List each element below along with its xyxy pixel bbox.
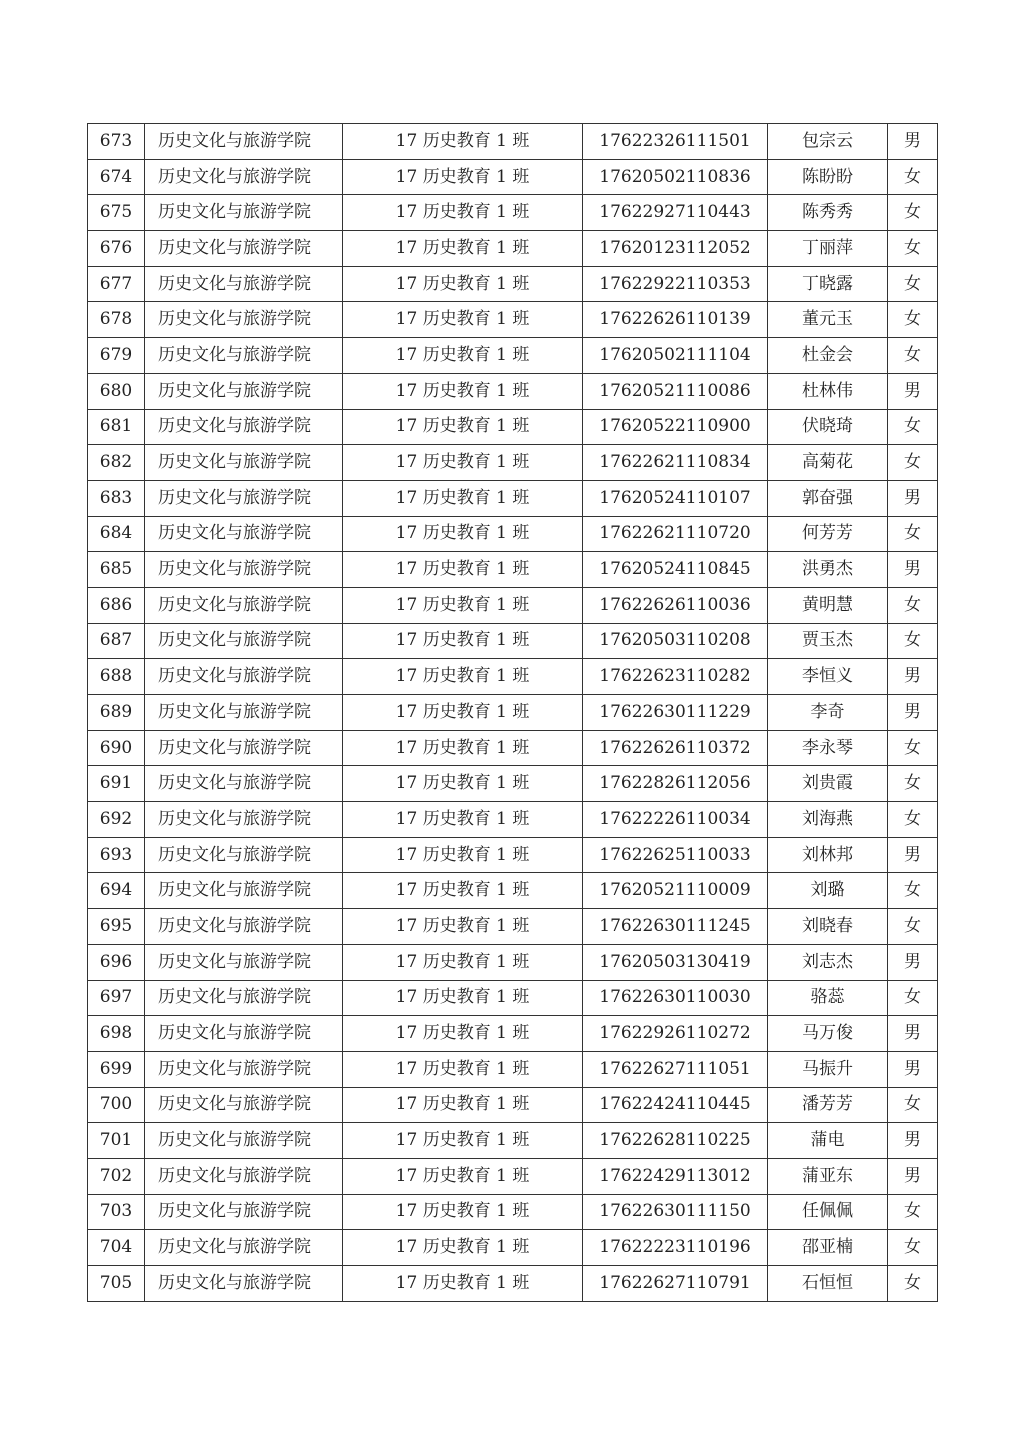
class-cell: 17 历史教育 1 班 xyxy=(343,1051,583,1087)
row-number-cell: 704 xyxy=(88,1230,145,1266)
student-name-cell: 陈秀秀 xyxy=(768,195,888,231)
table-row xyxy=(88,373,938,409)
row-number-cell: 696 xyxy=(88,944,145,980)
student-name-cell: 丁晓露 xyxy=(768,266,888,302)
college-cell: 历史文化与旅游学院 xyxy=(145,1016,343,1052)
table-row xyxy=(88,231,938,267)
college-cell: 历史文化与旅游学院 xyxy=(145,552,343,588)
student-id-cell: 17622626110139 xyxy=(583,302,768,338)
college-cell: 历史文化与旅游学院 xyxy=(145,909,343,945)
student-name-cell: 杜林伟 xyxy=(768,373,888,409)
student-name-cell: 马振升 xyxy=(768,1051,888,1087)
gender-cell: 男 xyxy=(888,837,938,873)
table-row xyxy=(88,802,938,838)
table-row xyxy=(88,587,938,623)
student-id-cell: 17622226110034 xyxy=(583,802,768,838)
student-name-cell: 刘璐 xyxy=(768,873,888,909)
table-row xyxy=(88,695,938,731)
table-row xyxy=(88,1123,938,1159)
college-cell: 历史文化与旅游学院 xyxy=(145,159,343,195)
class-cell: 17 历史教育 1 班 xyxy=(343,1158,583,1194)
table-row xyxy=(88,338,938,374)
row-number-cell: 680 xyxy=(88,373,145,409)
gender-cell: 女 xyxy=(888,516,938,552)
row-number-cell: 675 xyxy=(88,195,145,231)
gender-cell: 男 xyxy=(888,659,938,695)
table-row xyxy=(88,873,938,909)
student-id-cell: 17622628110225 xyxy=(583,1123,768,1159)
gender-cell: 女 xyxy=(888,195,938,231)
row-number-cell: 684 xyxy=(88,516,145,552)
class-cell: 17 历史教育 1 班 xyxy=(343,266,583,302)
table-row xyxy=(88,623,938,659)
class-cell: 17 历史教育 1 班 xyxy=(343,1266,583,1302)
student-name-cell: 何芳芳 xyxy=(768,516,888,552)
class-cell: 17 历史教育 1 班 xyxy=(343,766,583,802)
class-cell: 17 历史教育 1 班 xyxy=(343,730,583,766)
college-cell: 历史文化与旅游学院 xyxy=(145,1194,343,1230)
gender-cell: 男 xyxy=(888,124,938,160)
student-id-cell: 17620503110208 xyxy=(583,623,768,659)
student-name-cell: 蒲亚东 xyxy=(768,1158,888,1194)
class-cell: 17 历史教育 1 班 xyxy=(343,373,583,409)
student-name-cell: 高菊花 xyxy=(768,445,888,481)
student-id-cell: 17620503130419 xyxy=(583,944,768,980)
student-name-cell: 陈盼盼 xyxy=(768,159,888,195)
student-name-cell: 刘贵霞 xyxy=(768,766,888,802)
college-cell: 历史文化与旅游学院 xyxy=(145,338,343,374)
gender-cell: 男 xyxy=(888,695,938,731)
student-id-cell: 17620524110107 xyxy=(583,480,768,516)
gender-cell: 男 xyxy=(888,1123,938,1159)
student-id-cell: 17622626110372 xyxy=(583,730,768,766)
table-row xyxy=(88,837,938,873)
gender-cell: 女 xyxy=(888,1230,938,1266)
gender-cell: 女 xyxy=(888,909,938,945)
student-name-cell: 蒲电 xyxy=(768,1123,888,1159)
student-id-cell: 17622429113012 xyxy=(583,1158,768,1194)
class-cell: 17 历史教育 1 班 xyxy=(343,587,583,623)
table-row xyxy=(88,944,938,980)
table-row xyxy=(88,195,938,231)
class-cell: 17 历史教育 1 班 xyxy=(343,195,583,231)
gender-cell: 女 xyxy=(888,1087,938,1123)
gender-cell: 女 xyxy=(888,302,938,338)
table-row xyxy=(88,1051,938,1087)
student-id-cell: 17622926110272 xyxy=(583,1016,768,1052)
college-cell: 历史文化与旅游学院 xyxy=(145,873,343,909)
college-cell: 历史文化与旅游学院 xyxy=(145,1266,343,1302)
student-name-cell: 邵亚楠 xyxy=(768,1230,888,1266)
table-row xyxy=(88,480,938,516)
student-name-cell: 郭奋强 xyxy=(768,480,888,516)
student-name-cell: 刘海燕 xyxy=(768,802,888,838)
student-id-cell: 17622927110443 xyxy=(583,195,768,231)
table-row xyxy=(88,980,938,1016)
class-cell: 17 历史教育 1 班 xyxy=(343,659,583,695)
table-row xyxy=(88,124,938,160)
student-name-cell: 董元玉 xyxy=(768,302,888,338)
college-cell: 历史文化与旅游学院 xyxy=(145,231,343,267)
row-number-cell: 683 xyxy=(88,480,145,516)
student-id-cell: 17622623110282 xyxy=(583,659,768,695)
student-id-cell: 17622630111245 xyxy=(583,909,768,945)
table-row xyxy=(88,659,938,695)
row-number-cell: 682 xyxy=(88,445,145,481)
college-cell: 历史文化与旅游学院 xyxy=(145,409,343,445)
gender-cell: 女 xyxy=(888,980,938,1016)
class-cell: 17 历史教育 1 班 xyxy=(343,623,583,659)
table-row xyxy=(88,1266,938,1302)
row-number-cell: 692 xyxy=(88,802,145,838)
table-row xyxy=(88,909,938,945)
row-number-cell: 701 xyxy=(88,1123,145,1159)
gender-cell: 男 xyxy=(888,552,938,588)
gender-cell: 女 xyxy=(888,266,938,302)
college-cell: 历史文化与旅游学院 xyxy=(145,1051,343,1087)
class-cell: 17 历史教育 1 班 xyxy=(343,944,583,980)
table-row xyxy=(88,1158,938,1194)
table-row xyxy=(88,1087,938,1123)
student-id-cell: 17620522110900 xyxy=(583,409,768,445)
row-number-cell: 689 xyxy=(88,695,145,731)
student-name-cell: 杜金会 xyxy=(768,338,888,374)
gender-cell: 男 xyxy=(888,480,938,516)
college-cell: 历史文化与旅游学院 xyxy=(145,124,343,160)
student-id-cell: 17622621110720 xyxy=(583,516,768,552)
student-id-cell: 17622630111150 xyxy=(583,1194,768,1230)
student-name-cell: 伏晓琦 xyxy=(768,409,888,445)
table-row xyxy=(88,445,938,481)
college-cell: 历史文化与旅游学院 xyxy=(145,623,343,659)
row-number-cell: 693 xyxy=(88,837,145,873)
row-number-cell: 678 xyxy=(88,302,145,338)
gender-cell: 男 xyxy=(888,1016,938,1052)
table-row xyxy=(88,409,938,445)
student-id-cell: 17620521110009 xyxy=(583,873,768,909)
student-name-cell: 贾玉杰 xyxy=(768,623,888,659)
college-cell: 历史文化与旅游学院 xyxy=(145,730,343,766)
table-row xyxy=(88,266,938,302)
roster-body xyxy=(88,124,938,1302)
gender-cell: 男 xyxy=(888,1158,938,1194)
class-cell: 17 历史教育 1 班 xyxy=(343,873,583,909)
row-number-cell: 685 xyxy=(88,552,145,588)
row-number-cell: 686 xyxy=(88,587,145,623)
class-cell: 17 历史教育 1 班 xyxy=(343,302,583,338)
row-number-cell: 679 xyxy=(88,338,145,374)
student-name-cell: 李奇 xyxy=(768,695,888,731)
college-cell: 历史文化与旅游学院 xyxy=(145,695,343,731)
college-cell: 历史文化与旅游学院 xyxy=(145,980,343,1016)
college-cell: 历史文化与旅游学院 xyxy=(145,516,343,552)
student-name-cell: 任佩佩 xyxy=(768,1194,888,1230)
gender-cell: 女 xyxy=(888,159,938,195)
college-cell: 历史文化与旅游学院 xyxy=(145,944,343,980)
table-row xyxy=(88,302,938,338)
student-name-cell: 丁丽萍 xyxy=(768,231,888,267)
student-id-cell: 17620524110845 xyxy=(583,552,768,588)
student-id-cell: 17622621110834 xyxy=(583,445,768,481)
row-number-cell: 705 xyxy=(88,1266,145,1302)
class-cell: 17 历史教育 1 班 xyxy=(343,231,583,267)
student-id-cell: 17620502110836 xyxy=(583,159,768,195)
student-id-cell: 17622424110445 xyxy=(583,1087,768,1123)
row-number-cell: 673 xyxy=(88,124,145,160)
college-cell: 历史文化与旅游学院 xyxy=(145,1087,343,1123)
class-cell: 17 历史教育 1 班 xyxy=(343,1016,583,1052)
gender-cell: 男 xyxy=(888,373,938,409)
table-row xyxy=(88,516,938,552)
class-cell: 17 历史教育 1 班 xyxy=(343,409,583,445)
gender-cell: 女 xyxy=(888,873,938,909)
table-row xyxy=(88,159,938,195)
gender-cell: 女 xyxy=(888,409,938,445)
gender-cell: 女 xyxy=(888,231,938,267)
student-name-cell: 骆蕊 xyxy=(768,980,888,1016)
gender-cell: 女 xyxy=(888,445,938,481)
college-cell: 历史文化与旅游学院 xyxy=(145,837,343,873)
student-name-cell: 石恒恒 xyxy=(768,1266,888,1302)
student-id-cell: 17622627110791 xyxy=(583,1266,768,1302)
class-cell: 17 历史教育 1 班 xyxy=(343,980,583,1016)
row-number-cell: 699 xyxy=(88,1051,145,1087)
class-cell: 17 历史教育 1 班 xyxy=(343,124,583,160)
table-row xyxy=(88,1194,938,1230)
table-row xyxy=(88,1016,938,1052)
gender-cell: 女 xyxy=(888,1266,938,1302)
student-id-cell: 17622630111229 xyxy=(583,695,768,731)
table-row xyxy=(88,766,938,802)
student-name-cell: 黄明慧 xyxy=(768,587,888,623)
student-name-cell: 潘芳芳 xyxy=(768,1087,888,1123)
row-number-cell: 691 xyxy=(88,766,145,802)
table-row xyxy=(88,1230,938,1266)
student-roster-table xyxy=(87,123,938,1302)
row-number-cell: 695 xyxy=(88,909,145,945)
gender-cell: 女 xyxy=(888,587,938,623)
college-cell: 历史文化与旅游学院 xyxy=(145,587,343,623)
gender-cell: 女 xyxy=(888,766,938,802)
class-cell: 17 历史教育 1 班 xyxy=(343,1230,583,1266)
row-number-cell: 674 xyxy=(88,159,145,195)
class-cell: 17 历史教育 1 班 xyxy=(343,445,583,481)
row-number-cell: 700 xyxy=(88,1087,145,1123)
gender-cell: 女 xyxy=(888,730,938,766)
college-cell: 历史文化与旅游学院 xyxy=(145,373,343,409)
table-row xyxy=(88,552,938,588)
class-cell: 17 历史教育 1 班 xyxy=(343,516,583,552)
student-id-cell: 17622223110196 xyxy=(583,1230,768,1266)
college-cell: 历史文化与旅游学院 xyxy=(145,1123,343,1159)
college-cell: 历史文化与旅游学院 xyxy=(145,1158,343,1194)
gender-cell: 女 xyxy=(888,1194,938,1230)
college-cell: 历史文化与旅游学院 xyxy=(145,302,343,338)
row-number-cell: 688 xyxy=(88,659,145,695)
student-name-cell: 洪勇杰 xyxy=(768,552,888,588)
class-cell: 17 历史教育 1 班 xyxy=(343,837,583,873)
student-id-cell: 17622326111501 xyxy=(583,124,768,160)
student-id-cell: 17622625110033 xyxy=(583,837,768,873)
student-id-cell: 17622630110030 xyxy=(583,980,768,1016)
row-number-cell: 697 xyxy=(88,980,145,1016)
student-name-cell: 马万俊 xyxy=(768,1016,888,1052)
student-id-cell: 17622627111051 xyxy=(583,1051,768,1087)
student-id-cell: 17620502111104 xyxy=(583,338,768,374)
class-cell: 17 历史教育 1 班 xyxy=(343,552,583,588)
class-cell: 17 历史教育 1 班 xyxy=(343,1194,583,1230)
gender-cell: 男 xyxy=(888,1051,938,1087)
class-cell: 17 历史教育 1 班 xyxy=(343,159,583,195)
college-cell: 历史文化与旅游学院 xyxy=(145,802,343,838)
student-name-cell: 包宗云 xyxy=(768,124,888,160)
student-name-cell: 李恒义 xyxy=(768,659,888,695)
student-name-cell: 李永琴 xyxy=(768,730,888,766)
row-number-cell: 677 xyxy=(88,266,145,302)
student-id-cell: 17620521110086 xyxy=(583,373,768,409)
class-cell: 17 历史教育 1 班 xyxy=(343,480,583,516)
student-name-cell: 刘志杰 xyxy=(768,944,888,980)
gender-cell: 女 xyxy=(888,802,938,838)
class-cell: 17 历史教育 1 班 xyxy=(343,1087,583,1123)
college-cell: 历史文化与旅游学院 xyxy=(145,480,343,516)
student-id-cell: 17622626110036 xyxy=(583,587,768,623)
college-cell: 历史文化与旅游学院 xyxy=(145,195,343,231)
row-number-cell: 687 xyxy=(88,623,145,659)
student-name-cell: 刘林邦 xyxy=(768,837,888,873)
gender-cell: 男 xyxy=(888,944,938,980)
college-cell: 历史文化与旅游学院 xyxy=(145,766,343,802)
student-id-cell: 17620123112052 xyxy=(583,231,768,267)
college-cell: 历史文化与旅游学院 xyxy=(145,659,343,695)
gender-cell: 女 xyxy=(888,338,938,374)
class-cell: 17 历史教育 1 班 xyxy=(343,802,583,838)
student-name-cell: 刘晓春 xyxy=(768,909,888,945)
student-id-cell: 17622826112056 xyxy=(583,766,768,802)
row-number-cell: 676 xyxy=(88,231,145,267)
row-number-cell: 694 xyxy=(88,873,145,909)
class-cell: 17 历史教育 1 班 xyxy=(343,695,583,731)
gender-cell: 女 xyxy=(888,623,938,659)
row-number-cell: 702 xyxy=(88,1158,145,1194)
table-row xyxy=(88,730,938,766)
student-id-cell: 17622922110353 xyxy=(583,266,768,302)
class-cell: 17 历史教育 1 班 xyxy=(343,338,583,374)
class-cell: 17 历史教育 1 班 xyxy=(343,1123,583,1159)
class-cell: 17 历史教育 1 班 xyxy=(343,909,583,945)
row-number-cell: 690 xyxy=(88,730,145,766)
college-cell: 历史文化与旅游学院 xyxy=(145,266,343,302)
row-number-cell: 698 xyxy=(88,1016,145,1052)
row-number-cell: 703 xyxy=(88,1194,145,1230)
row-number-cell: 681 xyxy=(88,409,145,445)
college-cell: 历史文化与旅游学院 xyxy=(145,445,343,481)
college-cell: 历史文化与旅游学院 xyxy=(145,1230,343,1266)
